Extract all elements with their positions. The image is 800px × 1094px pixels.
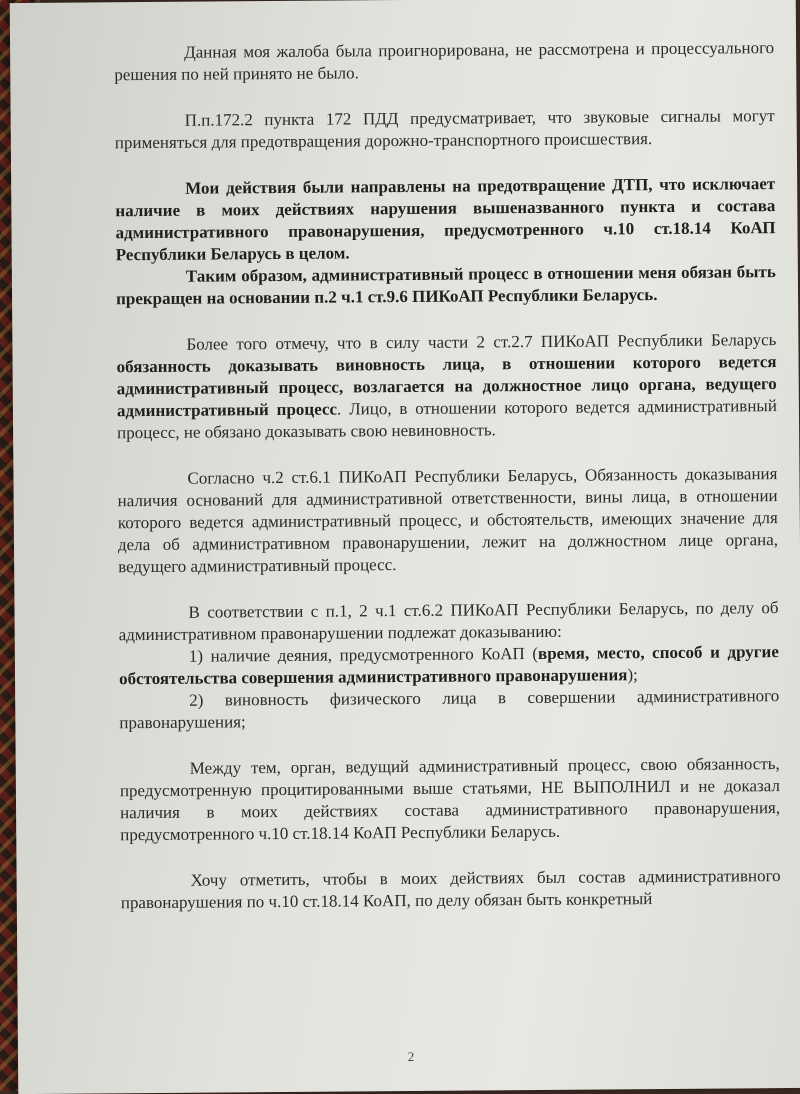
paragraph-subject-of-proof: В соответствии с п.1, 2 ч.1 ст.6.2 ПИКоАП Республики Беларусь, по делу об административном правонарушении подлежат доказыванию:: [118, 598, 779, 645]
document-page: [10, 0, 800, 1094]
document-body: [114, 37, 781, 914]
list-item-1-intro: 1) наличие деяния, предусмотренного КоАП (: [188, 643, 539, 666]
paragraph-complaint-ignored: Данная моя жалоба была проигнорирована, не рассмотрена и процессуального решения по ней принято не было.: [114, 38, 775, 85]
paragraph-not-fulfilled: Между тем, орган, ведущий административный процесс, свою обязанность, предусмотренную процитированными выше статьями, НЕ ВЫПОЛНИЛ и не доказал наличия в моих действиях состава административного правонарушения, предусмотренного ч.10 ст.18.14 КоАП Республики Беларусь.: [119, 754, 781, 845]
paragraph-actions-prevention: Мои действия были направлены на предотвращение ДТП, что исключает наличие в моих действиях нарушения вышеназванного пункта и состава административного правонарушения, предусмотренного ч.10 ст.18.14 КоАП Республики Беларусь в целом.: [115, 174, 776, 265]
paragraph-obligation-of-proof: Согласно ч.2 ст.6.1 ПИКоАП Республики Беларусь, Обязанность доказывания наличия оснований для административной ответственности, вины лица, в отношении которого ведется административный процесс, и обстоятельств, имеющих значение для дела об административном правонарушении, лежит на должностном лице органа, ведущего административный процесс.: [117, 464, 779, 577]
list-item-1: [119, 641, 779, 690]
list-item-2: 2) виновность физического лица в совершении административного правонарушения;: [119, 686, 780, 733]
list-item-1-emphasis: время, место, способ и другие обстоятельства совершения административного правонарушения: [118, 642, 779, 689]
paragraph-final-note: Хочу отметить, чтобы в моих действиях был состав административного правонарушения по ч.10 ст.18.14 КоАП, по делу обязан быть конкретный: [120, 866, 781, 913]
burden-emphasis: обязанность доказывать виновность лица, в отношении которого ведется административный процесс, возлагается на должностное лицо органа, ведущего административный процесс: [116, 352, 777, 421]
paragraph-burden-of-proof: [116, 329, 777, 444]
list-item-1-outro: );: [627, 665, 638, 685]
paragraph-traffic-rules: П.п.172.2 пункта 172 ПДД предусматривает, что звуковые сигналы могут применяться для предотвращения дорожно-транспортного происшествия.: [114, 106, 775, 153]
burden-intro: Более того отмечу, что в силу части 2 ст.2.7 ПИКоАП Республики Беларусь: [186, 330, 777, 354]
page-number: 2: [407, 1048, 415, 1065]
burden-outro: . Лицо, в отношении которого ведется административный процесс, не обязано доказывать свою невиновность.: [117, 396, 777, 443]
paragraph-process-termination: Таким образом, административный процесс в отношении меня обязан быть прекращен на основании п.2 ч.1 ст.9.6 ПИКоАП Республики Беларусь.: [115, 262, 776, 309]
